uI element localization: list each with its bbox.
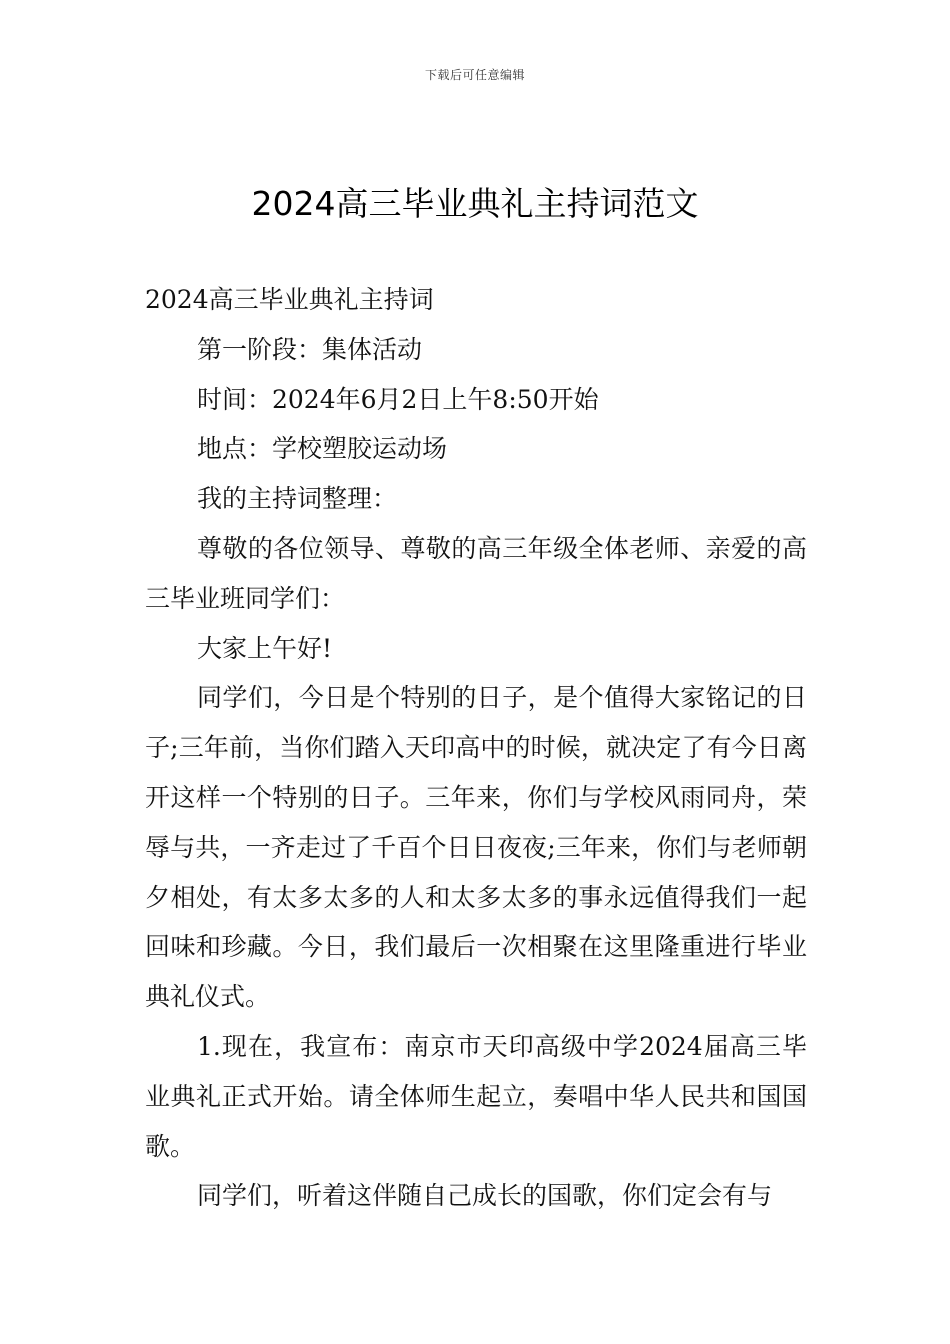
greeting-paragraph: 大家上午好! — [197, 633, 333, 663]
time-paragraph: 时间：2024年6月2日上午8:50开始 — [197, 384, 599, 414]
closing-paragraph: 同学们，听着这伴随自己成长的国歌，你们定会有与 — [197, 1181, 773, 1211]
intro-paragraph: 我的主持词整理： — [197, 484, 398, 514]
body-paragraph: 同学们，今日是个特别的日子，是个值得大家铭记的日子;三年前，当你们踏入天印高中的时候，就决定了有今日离开这样一个特别的日子。三年来，你们与学校风雨同舟，荣辱与共，一齐走过了千百个日日夜夜;三年来，你们与老师朝夕相处，有太多太多的人和太多太多的事永远值得我们一起回味和珍藏。今日，我们最后一次相聚在这里隆重进行毕业典礼仪式。 — [145, 683, 807, 1012]
stage-paragraph: 第一阶段：集体活动 — [197, 334, 423, 364]
document-body — [145, 275, 807, 1221]
location-paragraph: 地点：学校塑胶运动场 — [197, 434, 448, 464]
document-title: 2024高三毕业典礼主持词范文 — [251, 184, 699, 223]
salutation-paragraph: 尊敬的各位领导、尊敬的高三年级全体老师、亲爱的高三毕业班同学们： — [145, 533, 807, 613]
subtitle-paragraph: 2024高三毕业典礼主持词 — [145, 285, 434, 314]
announcement-paragraph: 1.现在，我宣布：南京市天印高级中学2024届高三毕业典礼正式开始。请全体师生起立，奏唱中华人民共和国国歌。 — [145, 1031, 807, 1161]
header-note: 下载后可任意编辑 — [424, 68, 525, 82]
